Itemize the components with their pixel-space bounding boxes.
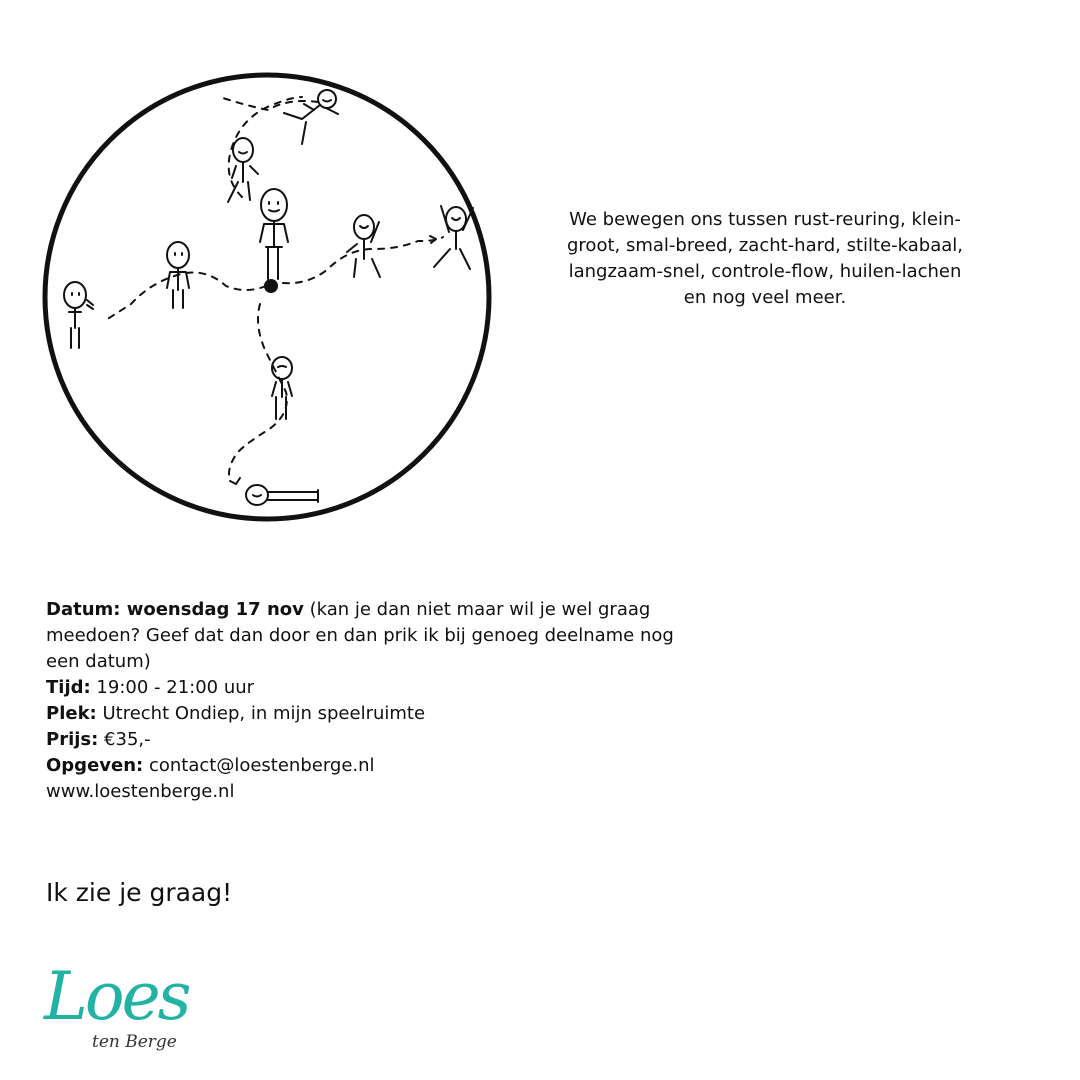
closing-text: Ik zie je graag! [46, 878, 233, 907]
tijd-row [46, 675, 706, 701]
lying-figure [246, 485, 318, 505]
right-figure [347, 215, 380, 277]
logo-name: Loes [44, 958, 189, 1035]
plek-row [46, 701, 706, 727]
plek-value: Utrecht Ondiep, in mijn speelruimte [96, 703, 426, 724]
opgeven-label: Opgeven: [46, 755, 144, 776]
contact-email[interactable]: contact@loestenberge.nl [143, 755, 375, 776]
prijs-row [46, 727, 706, 753]
datum-row [46, 597, 706, 675]
opgeven-row [46, 753, 706, 779]
datum-label: Datum: woensdag 17 nov [46, 599, 304, 620]
event-details [46, 597, 706, 805]
far-left-figure [64, 282, 86, 348]
circle-outline [45, 75, 489, 519]
logo [44, 958, 214, 1062]
central-figure [260, 189, 288, 292]
prijs-label: Prijs: [46, 729, 99, 750]
tijd-label: Tijd: [46, 677, 91, 698]
datum-extra: (kan je dan niet maar wil je wel graag meedoen? Geef dat dan door en dan prik ik bij genoeg deelname nog een datum) [46, 599, 674, 672]
far-right-figure [434, 206, 473, 269]
stick-figures-circle-illustration [38, 72, 498, 532]
left-figure [167, 242, 189, 308]
tijd-value: 19:00 - 21:00 uur [90, 677, 255, 698]
lower-figure [272, 357, 292, 419]
website-link[interactable]: www.loestenberge.nl [46, 781, 235, 802]
logo-surname: ten Berge [92, 1032, 177, 1052]
plek-label: Plek: [46, 703, 97, 724]
prijs-value: €35,- [98, 729, 151, 750]
intro-text: We bewegen ons tussen rust-reuring, klein-groot, smal-breed, zacht-hard, stilte-kabaal, langzaam-snel, controle-flow, huilen-lachen en nog veel meer. [567, 209, 963, 308]
top-left-figure [228, 138, 258, 202]
